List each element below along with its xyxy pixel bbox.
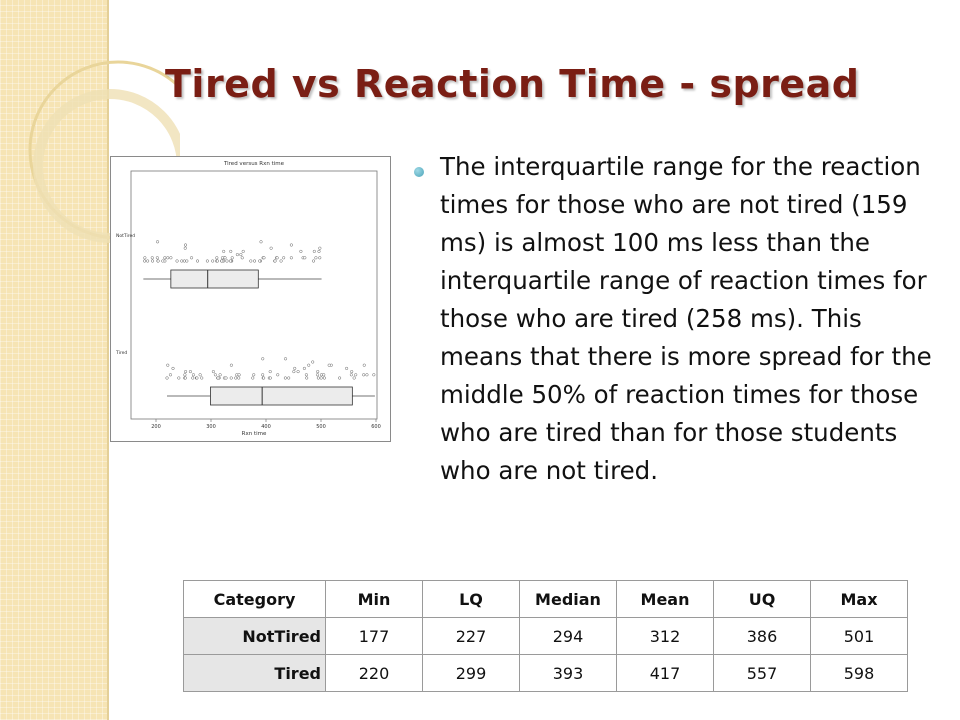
data-point: [200, 377, 203, 380]
data-point: [305, 374, 308, 377]
data-point: [258, 260, 261, 263]
data-point: [184, 370, 187, 373]
data-point: [212, 370, 215, 373]
data-point: [280, 260, 283, 263]
data-point: [216, 260, 219, 263]
data-point: [224, 257, 227, 260]
table-cell: 417: [617, 655, 714, 692]
table-header-row: [184, 581, 908, 618]
data-point: [290, 257, 293, 260]
data-point: [323, 377, 326, 380]
iqr-box: [210, 387, 352, 405]
header-max: Max: [811, 581, 908, 618]
data-point: [303, 367, 306, 370]
data-point: [184, 377, 187, 380]
data-point: [196, 260, 199, 263]
plot-xlabel: Rxn time: [241, 431, 267, 437]
header-category: Category: [184, 581, 326, 618]
header-mean: Mean: [617, 581, 714, 618]
data-point: [317, 377, 320, 380]
data-point: [315, 257, 318, 260]
data-point: [221, 257, 224, 260]
data-point: [226, 260, 229, 263]
row-label: NotTired: [184, 618, 326, 655]
table-cell: 294: [520, 618, 617, 655]
data-point: [237, 377, 240, 380]
table-cell: 501: [811, 618, 908, 655]
data-point: [151, 260, 154, 263]
table-cell: 386: [714, 618, 811, 655]
data-point: [274, 260, 277, 263]
data-point: [144, 257, 147, 260]
data-point: [353, 377, 356, 380]
data-point: [225, 377, 228, 380]
data-point: [156, 241, 159, 244]
data-point: [350, 374, 353, 377]
data-point: [166, 377, 169, 380]
table-cell: 312: [617, 618, 714, 655]
data-point: [319, 247, 322, 250]
data-point: [261, 358, 264, 361]
data-point: [151, 257, 154, 260]
bullet-list: [410, 148, 950, 490]
data-point: [184, 247, 187, 250]
data-point: [196, 377, 199, 380]
x-tick-label: 400: [261, 424, 271, 430]
data-point: [184, 374, 187, 377]
header-lq: LQ: [423, 581, 520, 618]
data-point: [300, 250, 303, 253]
data-point: [318, 250, 321, 253]
data-point: [305, 377, 308, 380]
table-cell: 227: [423, 618, 520, 655]
table-row: [184, 618, 908, 655]
plot-area: [131, 171, 377, 419]
data-point: [249, 260, 252, 263]
data-point: [362, 374, 365, 377]
data-point: [229, 260, 232, 263]
data-point: [192, 374, 195, 377]
data-point: [170, 257, 173, 260]
x-tick-label: 600: [371, 424, 381, 430]
data-point: [172, 367, 175, 370]
header-median: Median: [520, 581, 617, 618]
data-point: [282, 257, 285, 260]
data-point: [297, 370, 300, 373]
data-point: [253, 260, 256, 263]
data-point: [269, 377, 272, 380]
data-point: [231, 257, 234, 260]
data-point: [270, 247, 273, 250]
iqr-box: [171, 270, 258, 288]
data-point: [146, 260, 149, 263]
data-point: [217, 377, 220, 380]
data-point: [240, 253, 243, 256]
data-point: [311, 361, 314, 364]
data-point: [229, 250, 232, 253]
data-point: [163, 257, 166, 260]
bullet-dot-icon: [414, 167, 424, 177]
data-point: [261, 374, 264, 377]
data-point: [293, 370, 296, 373]
table-cell: 393: [520, 655, 617, 692]
table-cell: 177: [326, 618, 423, 655]
data-point: [157, 260, 160, 263]
data-point: [354, 374, 357, 377]
data-point: [350, 370, 353, 373]
data-point: [184, 244, 187, 247]
data-point: [230, 364, 233, 367]
data-point: [322, 374, 325, 377]
x-tick-label: 500: [316, 424, 326, 430]
data-point: [221, 260, 224, 263]
data-point: [216, 257, 219, 260]
data-point: [238, 374, 241, 377]
table-row: [184, 655, 908, 692]
data-point: [293, 367, 296, 370]
data-point: [316, 374, 319, 377]
data-point: [206, 260, 209, 263]
data-point: [312, 260, 315, 263]
data-point: [290, 244, 293, 247]
summary-table: [183, 580, 908, 692]
data-point: [211, 260, 214, 263]
data-point: [242, 250, 245, 253]
data-point: [189, 370, 192, 373]
data-point: [316, 370, 319, 373]
data-point: [166, 257, 169, 260]
data-point: [176, 260, 179, 263]
data-point: [219, 374, 222, 377]
x-tick-label: 300: [206, 424, 216, 430]
data-point: [230, 377, 233, 380]
plot-title: Tired versus Rxn time: [223, 161, 285, 167]
data-point: [183, 260, 186, 263]
data-point: [214, 374, 217, 377]
table-cell: 598: [811, 655, 908, 692]
data-point: [373, 374, 376, 377]
header-uq: UQ: [714, 581, 811, 618]
data-point: [241, 257, 244, 260]
data-point: [260, 241, 263, 244]
table-cell: 557: [714, 655, 811, 692]
data-point: [328, 364, 331, 367]
slide-title: Tired vs Reaction Time - spread: [165, 62, 860, 106]
data-point: [262, 377, 265, 380]
table-cell: 220: [326, 655, 423, 692]
data-point: [169, 374, 172, 377]
group-label: Tired: [116, 351, 128, 356]
data-point: [180, 260, 183, 263]
data-point: [338, 377, 341, 380]
data-point: [313, 250, 316, 253]
x-tick-label: 200: [151, 424, 161, 430]
data-point: [269, 370, 272, 373]
data-point: [366, 374, 369, 377]
table-cell: 299: [423, 655, 520, 692]
data-point: [234, 377, 237, 380]
data-point: [161, 260, 164, 263]
data-point: [143, 260, 146, 263]
data-point: [276, 374, 279, 377]
boxplot-image: [110, 156, 391, 442]
data-point: [287, 377, 290, 380]
data-point: [251, 377, 254, 380]
bullet-text: The interquartile range for the reaction times for those who are not tired (159 ms) is almost 100 ms less than the interquartile range of reaction times for those who are tired (258 ms). This means that there is more spread for the middle 50% of reaction times for those who are tired than for those students who are not tired.: [440, 152, 932, 485]
data-point: [252, 374, 255, 377]
data-point: [263, 257, 266, 260]
data-point: [307, 364, 310, 367]
data-point: [199, 374, 202, 377]
data-point: [363, 364, 366, 367]
data-point: [284, 377, 287, 380]
data-point: [178, 377, 181, 380]
data-point: [191, 377, 194, 380]
group-label: NotTired: [116, 234, 136, 239]
data-point: [236, 253, 239, 256]
data-point: [276, 257, 279, 260]
data-point: [222, 250, 225, 253]
data-point: [320, 377, 323, 380]
boxplot-svg: [111, 157, 390, 441]
data-point: [304, 257, 307, 260]
row-label: Tired: [184, 655, 326, 692]
data-point: [345, 367, 348, 370]
data-point: [166, 364, 169, 367]
data-point: [318, 257, 321, 260]
data-point: [156, 257, 159, 260]
data-point: [284, 358, 287, 361]
header-min: Min: [326, 581, 423, 618]
data-point: [190, 257, 193, 260]
